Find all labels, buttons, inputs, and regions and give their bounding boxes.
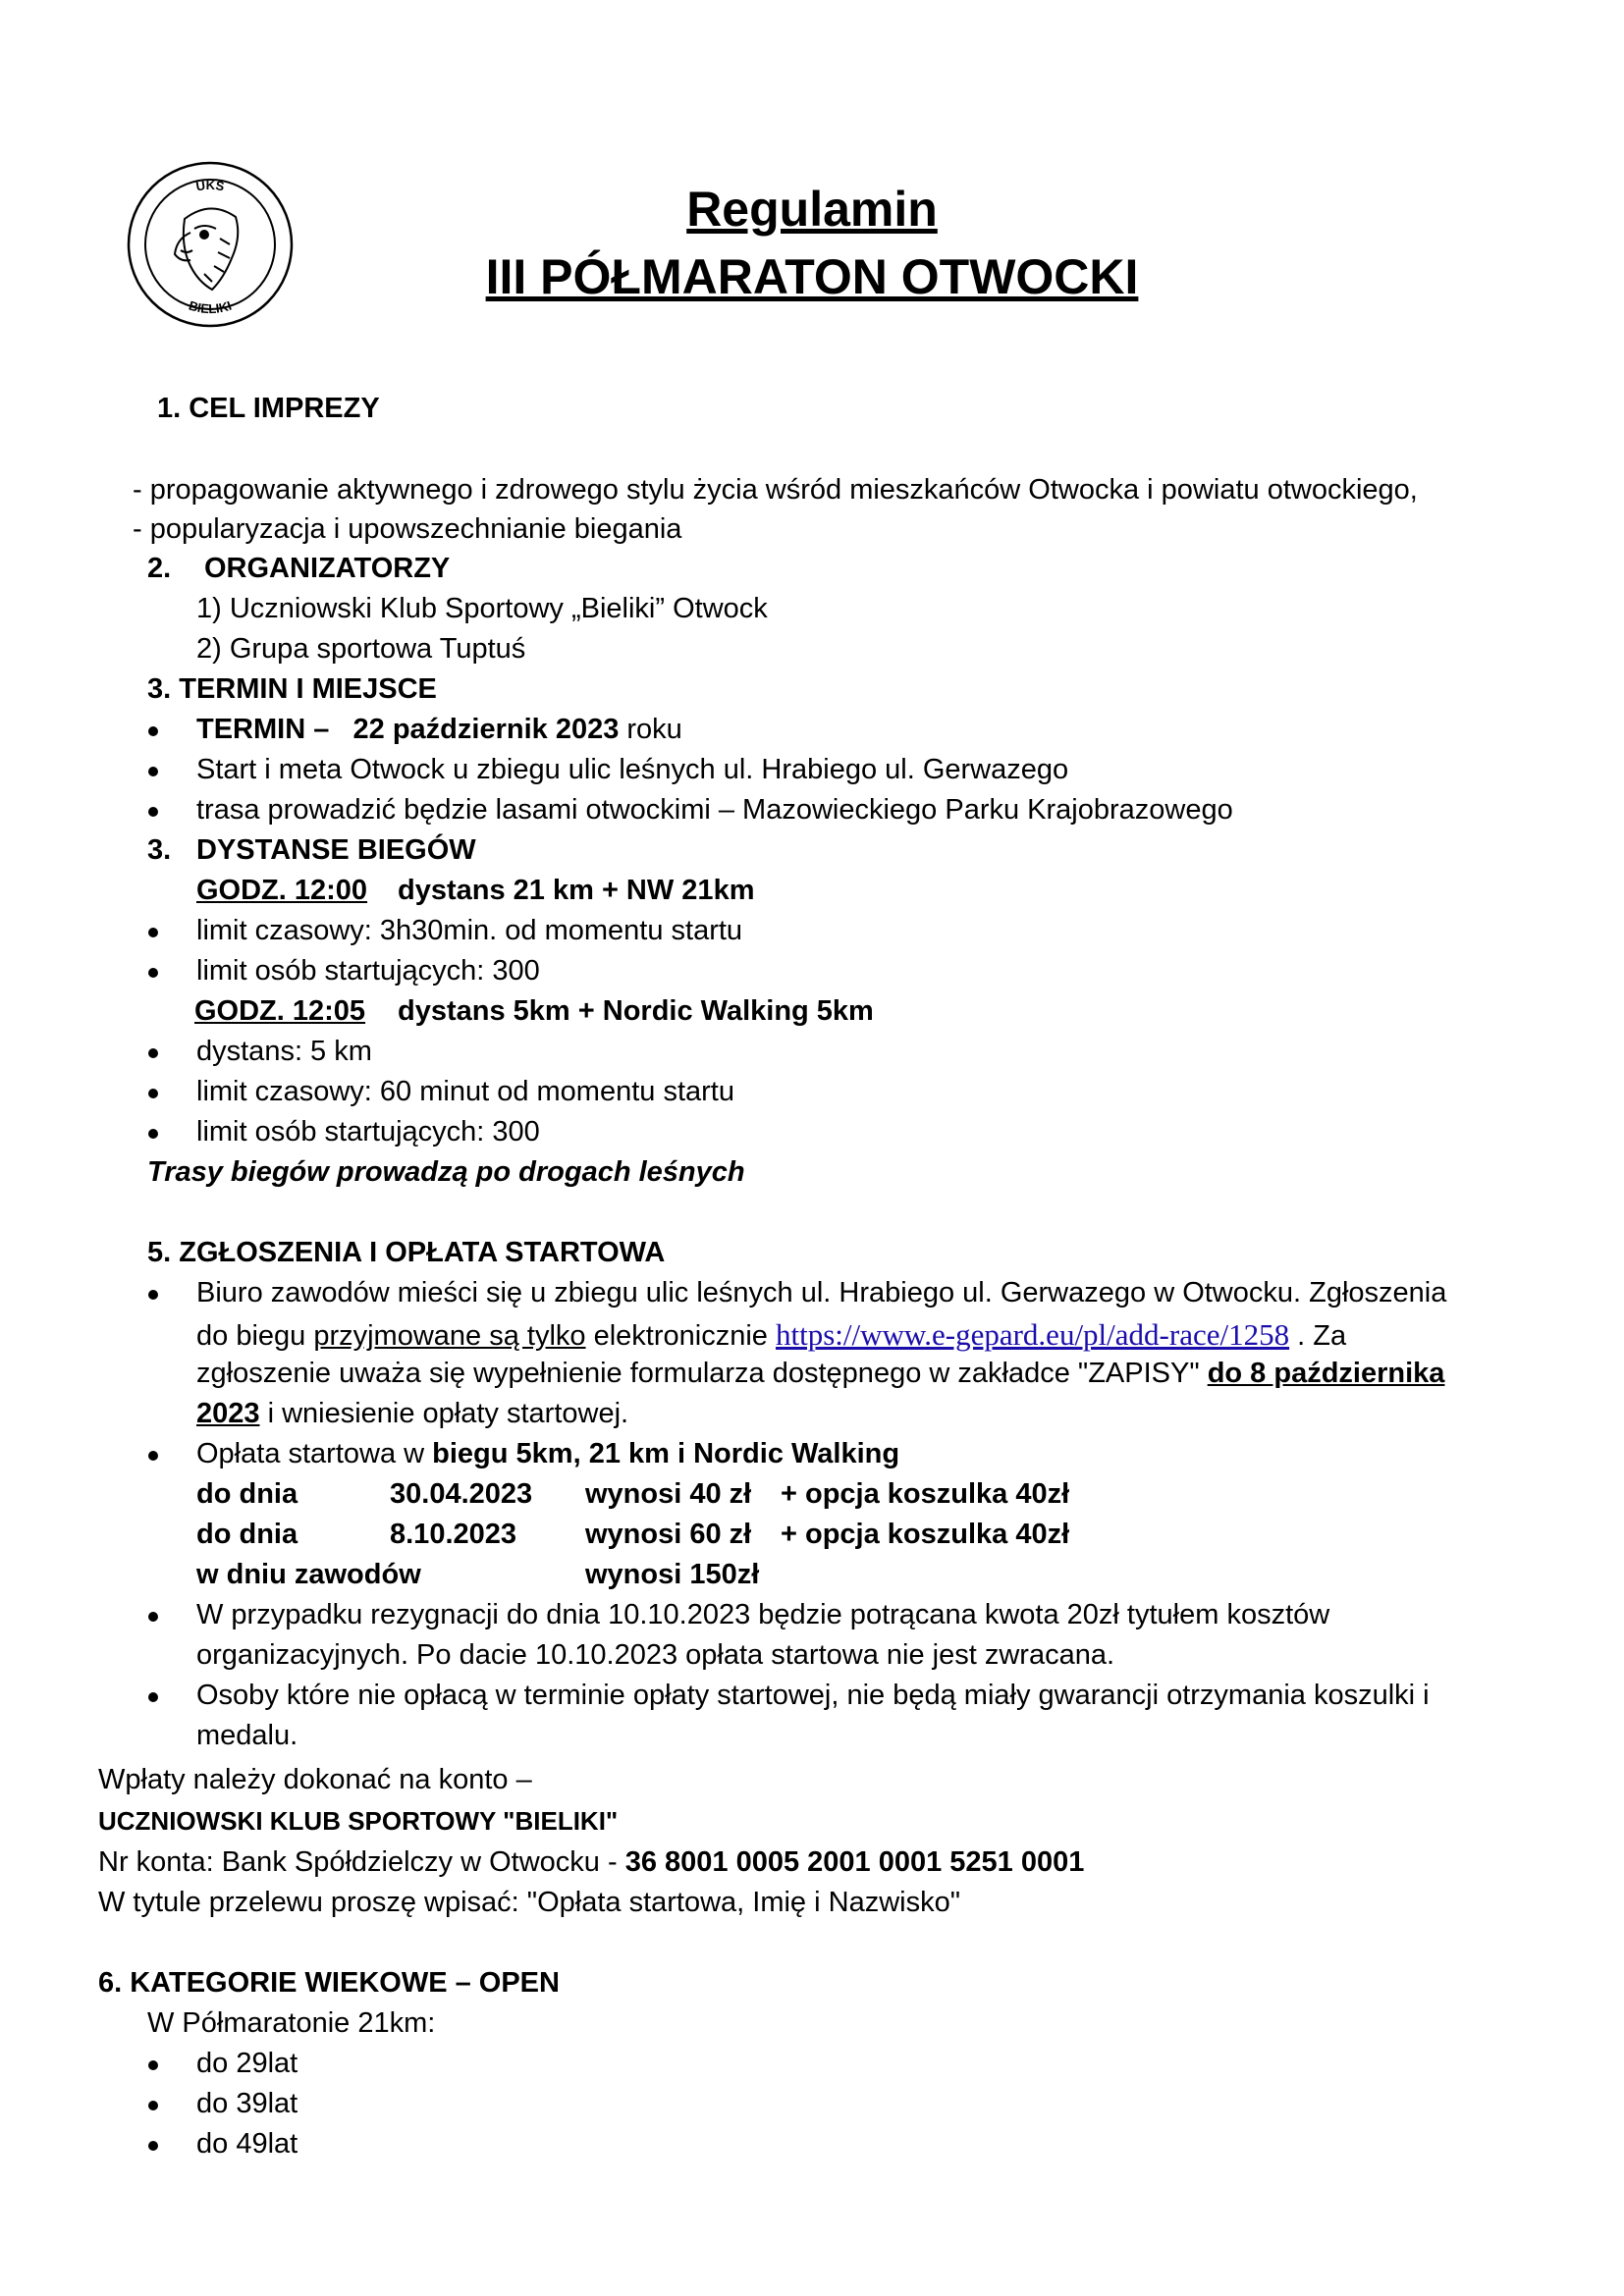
section-4-number: 3. [147,834,172,866]
fee-row-amount: wynosi 40 zł [585,1478,752,1510]
bullet-icon [148,1692,158,1702]
doc-title: Regulamin [686,182,938,237]
account-holder: UCZNIOWSKI KLUB SPORTOWY "BIELIKI" [98,1806,619,1836]
section-5-heading: 5. ZGŁOSZENIA I OPŁATA STARTOWA [147,1237,666,1268]
deadline-year: 2023 [196,1398,260,1429]
routes-note: Trasy biegów prowadzą po drogach leśnych [147,1156,745,1188]
bullet-icon [148,1612,158,1622]
deadline-text: do 8 października [1207,1358,1445,1389]
section-1-item: - popularyzacja i upowszechnianie biegania [133,513,682,545]
bullet-icon [148,968,158,978]
registration-line: do biegu przyjmowane są tylko elektronicznie https://www.e-gepard.eu/pl/add-race/1258 . Za [196,1317,1347,1352]
refund-line: W przypadku rezygnacji do dnia 10.10.2023 będzie potrącana kwota 20zł tytułem kosztów [196,1599,1330,1630]
bullet-icon [148,2141,158,2151]
termin-date: 22 październik 2023 [352,714,620,745]
group2-item: limit osób startujących: 300 [196,1116,540,1148]
registration-link[interactable]: https://www.e-gepard.eu/pl/add-race/1258 [775,1317,1290,1352]
registration-line: 2023 i wniesienie opłaty startowej. [196,1398,629,1429]
bullet-icon [148,928,158,937]
guarantee-line: medalu. [196,1720,298,1751]
logo-top-text: UKS [194,177,226,194]
group2-time: GODZ. 12:05 [194,995,366,1027]
fee-row-label: w dniu zawodów [196,1559,421,1590]
group2-desc: dystans 5km + Nordic Walking 5km [398,995,874,1027]
bullet-icon [148,2060,158,2070]
group1-item: limit osób startujących: 300 [196,955,540,987]
bullet-icon [148,1451,158,1461]
registration-line: Biuro zawodów mieści się u zbiegu ulic leśnych ul. Hrabiego ul. Gerwazego w Otwocku. Zgłoszenia [196,1277,1447,1308]
fee-row-amount: wynosi 60 zł [585,1519,752,1550]
bullet-icon [148,767,158,776]
bullet-icon [148,1089,158,1098]
account-number: 36 8001 0005 2001 0001 5251 0001 [624,1846,1085,1878]
group2-item: limit czasowy: 60 minut od momentu startu [196,1076,734,1107]
location-item: Start i meta Otwock u zbiegu ulic leśnych ul. Hrabiego ul. Gerwazego [196,754,1069,785]
section-6-heading: 6. KATEGORIE WIEKOWE – OPEN [98,1967,560,1999]
age-category: do 49lat [196,2128,298,2160]
fee-events: biegu 5km, 21 km i Nordic Walking [432,1438,900,1469]
section-2-heading: ORGANIZATORZY [204,553,451,584]
age-category: do 39lat [196,2088,298,2119]
fee-row-amount: wynosi 150zł [585,1559,760,1590]
section-3-heading: 3. TERMIN I MIEJSCE [147,673,437,705]
payment-intro: Wpłaty należy dokonać na konto – [98,1764,532,1795]
refund-line: organizacyjnych. Po dacie 10.10.2023 opłata startowa nie jest zwracana. [196,1639,1115,1671]
termin-suffix: roku [619,714,682,745]
route-item: trasa prowadzić będzie lasami otwockimi – Mazowieckiego Parku Krajobrazowego [196,794,1233,826]
group1-time: GODZ. 12:00 [196,875,368,906]
group1-desc: dystans 21 km + NW 21km [398,875,755,906]
termin-label: TERMIN – [196,714,330,745]
doc-subtitle: III PÓŁMARATON OTWOCKI [485,249,1139,304]
organizer-item: 2) Grupa sportowa Tuptuś [196,633,526,665]
section-1-item: - propagowanie aktywnego i zdrowego stylu życia wśród mieszkańców Otwocka i powiatu otwockiego, [133,474,1418,506]
bullet-icon [148,1048,158,1058]
category-subheading: W Półmaratonie 21km: [147,2007,436,2039]
registration-line: zgłoszenie uważa się wypełnienie formularza dostępnego w zakładce "ZAPISY" do 8 października [196,1358,1445,1389]
account-number-line: Nr konta: Bank Spółdzielczy w Otwocku - 36 8001 0005 2001 0001 5251 0001 [98,1846,1085,1878]
organizer-item: 1) Uczniowski Klub Sportowy „Bieliki” Otwock [196,593,768,624]
fee-row-extra: + opcja koszulka 40zł [781,1478,1070,1510]
guarantee-line: Osoby które nie opłacą w terminie opłaty startowej, nie będą miały gwarancji otrzymania koszulki i [196,1680,1430,1711]
fee-row-date: 8.10.2023 [390,1519,517,1550]
online-only-text: przyjmowane są tylko [313,1320,586,1352]
bullet-icon [148,2101,158,2110]
fee-row-label: do dnia [196,1519,298,1550]
transfer-title-line: W tytule przelewu proszę wpisać: "Opłata startowa, Imię i Nazwisko" [98,1887,961,1918]
section-4-heading: DYSTANSE BIEGÓW [196,834,476,866]
fee-intro: Opłata startowa w biegu 5km, 21 km i Nordic Walking [196,1438,900,1469]
fee-row-extra: + opcja koszulka 40zł [781,1519,1070,1550]
bullet-icon [148,807,158,817]
group2-item: dystans: 5 km [196,1036,372,1067]
bullet-icon [148,1129,158,1139]
fee-row-date: 30.04.2023 [390,1478,533,1510]
group1-item: limit czasowy: 3h30min. od momentu startu [196,915,743,946]
fee-row-label: do dnia [196,1478,298,1510]
termin-line [196,716,682,744]
section-1-heading: 1. CEL IMPREZY [157,393,380,424]
section-2-number: 2. [147,553,172,584]
age-category: do 29lat [196,2048,298,2079]
bullet-icon [148,726,158,736]
bullet-icon [148,1290,158,1300]
logo-bottom-text: BIELIKI [187,297,234,317]
